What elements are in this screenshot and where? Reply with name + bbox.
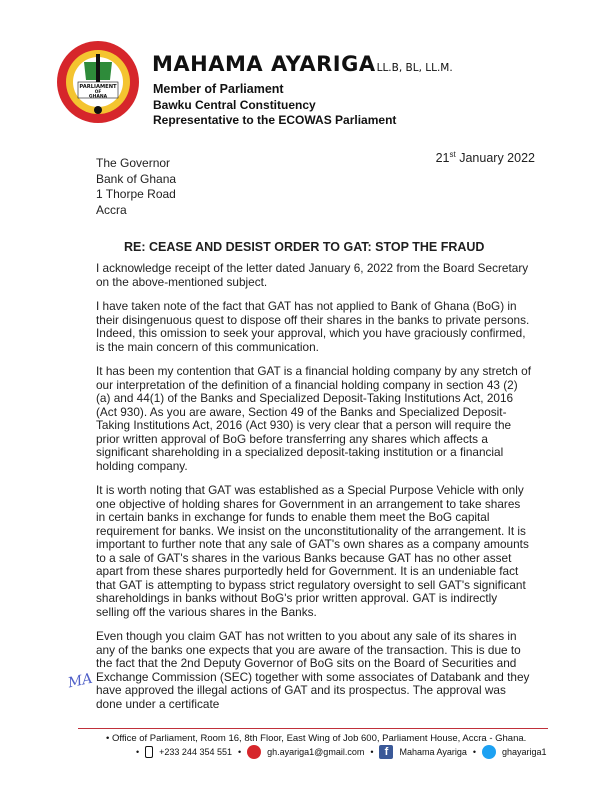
footer-address: • Office of Parliament, Room 16, 8th Floor, East Wing of Job 600, Parliament House, Accra - Ghana. [106,733,527,744]
recipient-line: Accra [96,202,127,217]
recipient-line: The Governor [96,156,171,170]
twitter-icon [482,745,496,759]
logo-text-3: GHANA [88,94,108,100]
footer-contacts: • +233 244 354 551 • gh.ayariga1@gmail.com • f Mahama Ayariga • ghayariga1 [136,746,547,758]
twitter-handle: ghayariga1 [502,747,547,757]
letterhead-name [152,52,453,76]
phone-icon [145,746,153,758]
logo-text-2: OF [94,89,102,94]
email-icon [247,745,261,759]
letter-body [96,262,532,722]
parliament-of-ghana-logo [56,40,140,124]
logo-text-1: PARLIAMENT [79,84,117,90]
handwritten-initials: MA [66,670,94,692]
letter-date [436,150,535,165]
constituency: Bawku Central Constituency [153,98,316,112]
phone-number: +233 244 354 551 [159,747,232,757]
subject-line: RE: CEASE AND DESIST ORDER TO GAT: STOP THE FRAUD [124,240,485,254]
ecowas-role: Representative to the ECOWAS Parliament [153,113,397,127]
paragraph: It is worth noting that GAT was established as a Special Purpose Vehicle with only one objective of holding shares for Government in an arrangement to take shares in certain banks in exchange for funds to enable them meet the BoG capital requirement for banks. We insist on the unconstitutionality of the arrangement. It is important to further note that any sale of GAT's own shares as a company amounts to a sale of GAT's shares in the various Banks because GAT has no other asset apart from these shares purportedly held for Government. It is an undeniable fact that GAT is attempting to bypass strict regulatory oversight to sell GAT's significant shareholdings in banks without BoG's prior written approval. GAT is indirectly selling off the various shares in the Banks. [96,483,529,619]
paragraph: I have taken note of the fact that GAT has not applied to Bank of Ghana (BoG) in their disingenuous quest to dispose off their shares in the banks to private persons. Indeed, this omission to seek your approval, which you have graciously confirmed, is the main concern of this communication. [96,299,530,354]
facebook-icon: f [379,745,393,759]
footer-divider [78,728,548,729]
recipient-line: Bank of Ghana [96,171,177,186]
qualifications: LL.B, BL, LL.M. [376,62,453,74]
date-suffix: st [449,150,456,159]
recipient-line: 1 Thorpe Road [96,187,176,201]
paragraph: I acknowledge receipt of the letter dated January 6, 2022 from the Board Secretary on the above-mentioned subject. [96,261,529,289]
date-rest: January 2022 [459,151,535,166]
facebook-handle: Mahama Ayariga [399,747,467,757]
date-day: 21 [435,151,450,166]
name-text: MAHAMA AYARIGA [152,52,376,76]
paragraph: Even though you claim GAT has not written to you about any sale of its shares in any of the banks one expects that you are aware of the transaction. This is due to the fact that the 2nd Deputy Governor of BoG sits on the Board of Securities and Exchange Commission (SEC) together with some associates of Databank and they have approved the illegal actions of GAT and its prospectus. The approval was done under a certificate [96,629,530,711]
member-of-parliament: Member of Parliament [153,82,284,96]
email-address: gh.ayariga1@gmail.com [267,747,365,757]
paragraph: It has been my contention that GAT is a financial holding company by any stretch of our interpretation of the definition of a financial holding company in section 43 (2)(a) and 44(1) of the Banks and Specialized Deposit-Taking Institutions Act, 2016 (Act 930). As you are aware, Section 49 of the Banks and Specialized Deposit-Taking Institutions Act, 2016 (Act 930) is very clear that a person will require the prior written approval of BoG before transferring any shares which affects a significant shareholding in a specialized deposit-taking institution or a financial holding company. [96,364,531,473]
recipient-address [96,156,176,218]
